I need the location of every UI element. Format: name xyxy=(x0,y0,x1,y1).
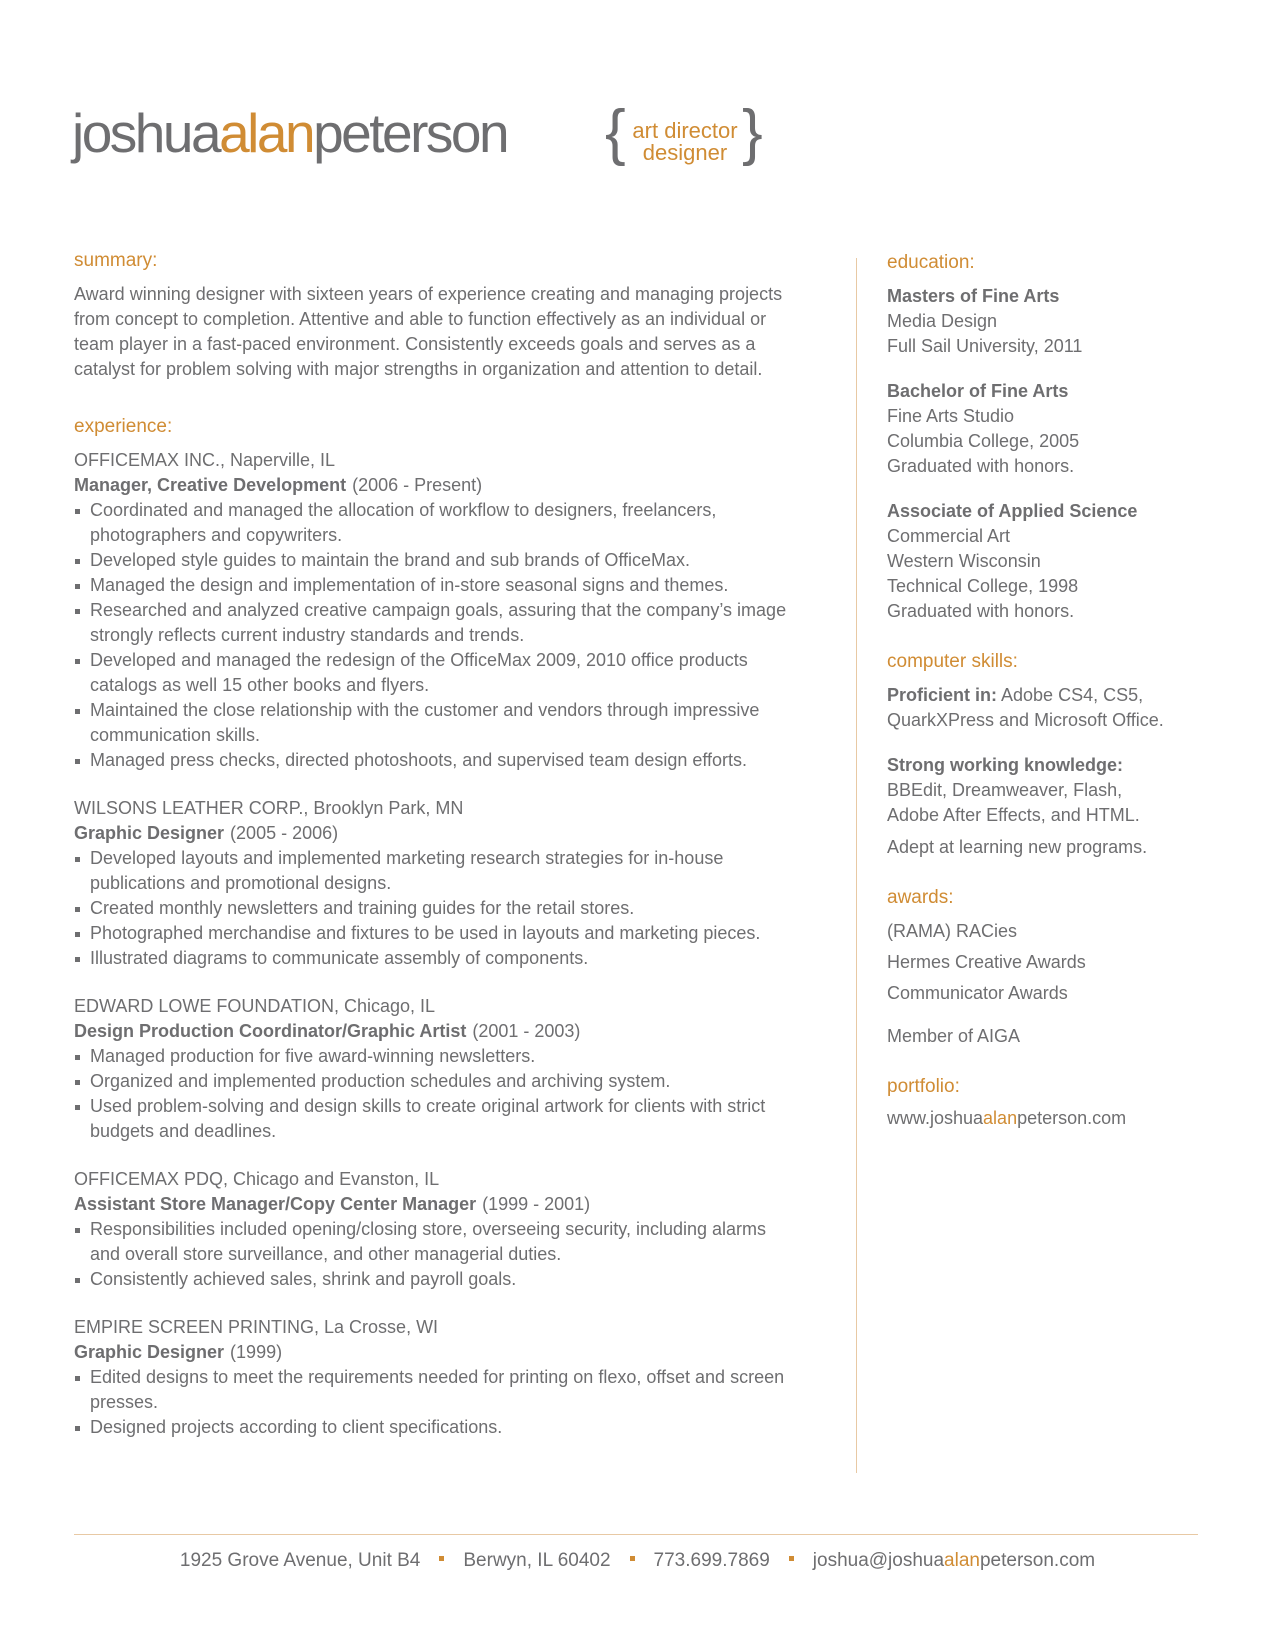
job-dates: (2006 - Present) xyxy=(352,475,483,495)
education-degree: Masters of Fine Arts xyxy=(887,286,1060,306)
job-dates: (2005 - 2006) xyxy=(230,823,339,843)
job-role: Graphic Designer xyxy=(74,1342,225,1362)
skills-strong xyxy=(887,753,1257,860)
education-degree: Bachelor of Fine Arts xyxy=(887,381,1069,401)
job-bullet: Maintained the close relationship with the customer and vendors through impressive communication skills. xyxy=(74,698,794,748)
separator-square-icon xyxy=(439,1556,444,1561)
education-line: Media Design xyxy=(887,311,998,331)
job-company: EMPIRE SCREEN PRINTING, La Crosse, WI xyxy=(74,1317,439,1337)
job-company: WILSONS LEATHER CORP., Brooklyn Park, MN xyxy=(74,798,464,818)
education-line: Columbia College, 2005 xyxy=(887,431,1080,451)
footer-address: 1925 Grove Avenue, Unit B4 xyxy=(179,1550,421,1571)
job-bullet: Responsibilities included opening/closing store, overseeing security, including alarms and overall store surveillance, and other managerial duties. xyxy=(74,1217,794,1267)
job-bullet: Consistently achieved sales, shrink and payroll goals. xyxy=(74,1267,794,1292)
left-column xyxy=(74,250,794,1440)
right-brace-icon: } xyxy=(742,98,763,167)
education-line: Full Sail University, 2011 xyxy=(887,336,1083,356)
job-bullets xyxy=(74,1365,794,1440)
job-dates: (2001 - 2003) xyxy=(472,1021,581,1041)
education-line: Western Wisconsin xyxy=(887,551,1041,571)
job-bullet: Managed press checks, directed photoshoots, and supervised team design efforts. xyxy=(74,748,794,773)
job-title-block xyxy=(605,98,765,176)
job-dates: (1999) xyxy=(230,1342,283,1362)
job-bullet: Designed projects according to client specifications. xyxy=(74,1415,794,1440)
job-bullet: Developed and managed the redesign of the OfficeMax 2009, 2010 office products catalogs as well 15 other books and flyers. xyxy=(74,648,794,698)
awards-heading: awards: xyxy=(887,887,954,908)
separator-square-icon xyxy=(789,1556,794,1561)
job-company: OFFICEMAX INC., Naperville, IL xyxy=(74,450,336,470)
job-bullets xyxy=(74,846,794,971)
job-dates: (1999 - 2001) xyxy=(482,1194,591,1214)
footer-divider xyxy=(74,1534,1198,1535)
left-brace-icon: { xyxy=(605,98,626,167)
footer-email[interactable] xyxy=(813,1550,1095,1571)
experience-heading: experience: xyxy=(74,416,173,437)
job-bullet: Managed the design and implementation of in-store seasonal signs and themes. xyxy=(74,573,794,598)
job-bullet: Photographed merchandise and fixtures to be used in layouts and marketing pieces. xyxy=(74,921,794,946)
award-item: Hermes Creative Awards xyxy=(887,952,1086,972)
job-bullets xyxy=(74,498,794,773)
education-entry xyxy=(887,379,1257,479)
job-bullet: Edited designs to meet the requirements needed for printing on flexo, offset and screen presses. xyxy=(74,1365,794,1415)
email-suffix: peterson.com xyxy=(979,1550,1096,1571)
award-item: (RAMA) RACies xyxy=(887,921,1018,941)
job-bullet: Organized and implemented production schedules and archiving system. xyxy=(74,1069,794,1094)
name-middle: alan xyxy=(219,102,314,164)
name-first: joshua xyxy=(72,102,220,164)
title-line-designer: designer xyxy=(642,140,728,165)
membership: Member of AIGA xyxy=(887,1026,1021,1046)
education-degree: Associate of Applied Science xyxy=(887,501,1138,521)
education-line: Graduated with honors. xyxy=(887,601,1075,621)
education-line: Commercial Art xyxy=(887,526,1011,546)
job-role: Assistant Store Manager/Copy Center Manager xyxy=(74,1194,477,1214)
email-middle: alan xyxy=(944,1550,980,1571)
job-edward-lowe xyxy=(74,994,794,1144)
skills-strong-text: Adobe After Effects, and HTML. xyxy=(887,805,1140,825)
name-last: peterson xyxy=(313,102,508,164)
job-bullet: Developed layouts and implemented marketing research strategies for in-house publications and promotional designs. xyxy=(74,846,794,896)
education-line: Technical College, 1998 xyxy=(887,576,1079,596)
job-role: Design Production Coordinator/Graphic Artist xyxy=(74,1021,467,1041)
portfolio-heading: portfolio: xyxy=(887,1076,960,1097)
portfolio-url-middle: alan xyxy=(983,1108,1018,1128)
summary-heading: summary: xyxy=(74,250,158,271)
job-company: EDWARD LOWE FOUNDATION, Chicago, IL xyxy=(74,996,436,1016)
job-bullet: Illustrated diagrams to communicate assembly of components. xyxy=(74,946,794,971)
job-bullet: Used problem-solving and design skills to create original artwork for clients with strict budgets and deadlines. xyxy=(74,1094,794,1144)
job-bullet: Researched and analyzed creative campaign goals, assuring that the company’s image strongly reflects current industry standards and trends. xyxy=(74,598,794,648)
job-role: Manager, Creative Development xyxy=(74,475,347,495)
skills-proficient-text: QuarkXPress and Microsoft Office. xyxy=(887,710,1164,730)
education-line: Graduated with honors. xyxy=(887,456,1075,476)
portfolio-url-prefix: www.joshua xyxy=(887,1108,984,1128)
computer-skills-heading: computer skills: xyxy=(887,651,1018,672)
job-bullet: Managed production for five award-winning newsletters. xyxy=(74,1044,794,1069)
candidate-name xyxy=(72,102,508,164)
footer-phone[interactable]: 773.699.7869 xyxy=(653,1550,770,1571)
summary-text: Award winning designer with sixteen years of experience creating and managing projects from concept to completion. Attentive and able to function effectively as an individual or team player in a fast-paced environment. Consistently exceeds goals and serves as a catalyst for problem solving with major strengths in organization and attention to detail. xyxy=(74,284,783,379)
skills-strong-label: Strong working knowledge: xyxy=(887,755,1124,775)
column-divider xyxy=(856,258,857,1473)
footer-city: Berwyn, IL 60402 xyxy=(463,1550,611,1571)
education-entry xyxy=(887,499,1257,624)
skills-proficient-label: Proficient in: xyxy=(887,685,998,705)
award-item: Communicator Awards xyxy=(887,983,1068,1003)
skills-proficient-text: Adobe CS4, CS5, xyxy=(997,685,1144,705)
portfolio-link[interactable] xyxy=(887,1106,1257,1131)
job-bullet: Coordinated and managed the allocation of workflow to designers, freelancers, photographers and copywriters. xyxy=(74,498,794,548)
job-role: Graphic Designer xyxy=(74,823,225,843)
right-column xyxy=(887,252,1257,1131)
education-entry xyxy=(887,284,1257,359)
job-company: OFFICEMAX PDQ, Chicago and Evanston, IL xyxy=(74,1169,440,1189)
portfolio-url-suffix: peterson.com xyxy=(1017,1108,1127,1128)
job-officemax xyxy=(74,448,794,773)
education-line: Fine Arts Studio xyxy=(887,406,1015,426)
skills-strong-text: BBEdit, Dreamweaver, Flash, xyxy=(887,780,1123,800)
job-officemax-pdq xyxy=(74,1167,794,1292)
education-heading: education: xyxy=(887,252,975,273)
job-bullets xyxy=(74,1044,794,1144)
job-wilsons xyxy=(74,796,794,971)
job-bullet: Developed style guides to maintain the brand and sub brands of OfficeMax. xyxy=(74,548,794,573)
job-bullet: Created monthly newsletters and training guides for the retail stores. xyxy=(74,896,794,921)
job-bullets xyxy=(74,1217,794,1292)
separator-square-icon xyxy=(630,1556,635,1561)
job-empire-screen xyxy=(74,1315,794,1440)
title-line-art-director: art director xyxy=(632,118,738,143)
email-prefix: joshua@joshua xyxy=(812,1550,945,1571)
skills-proficient xyxy=(887,683,1257,733)
contact-footer xyxy=(0,1548,1275,1574)
skills-adept: Adept at learning new programs. xyxy=(887,837,1148,857)
awards-list xyxy=(887,919,1257,1006)
